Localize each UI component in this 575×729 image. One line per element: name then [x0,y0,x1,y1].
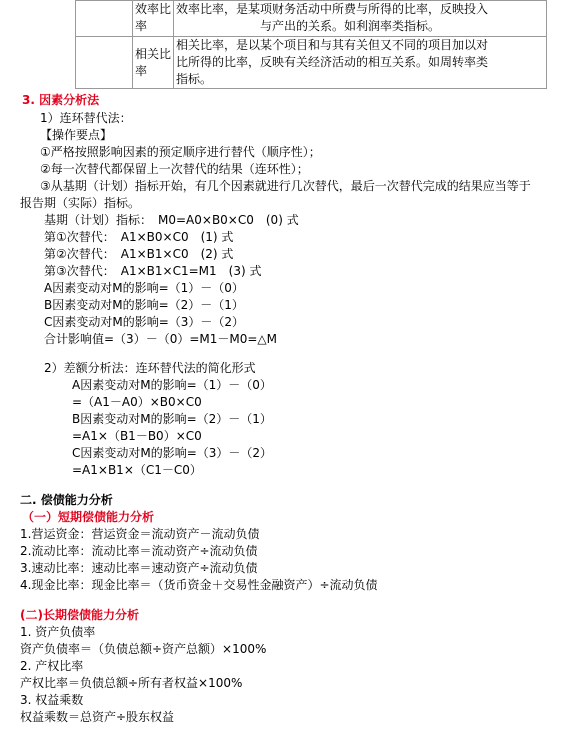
desc-line: 指标。 [176,72,213,86]
desc-line: 与产出的关系。如利润率类指标。 [260,19,441,33]
desc-line: 相关比率，是以某个项目和与其有关但又不同的项目加以对 [176,38,489,52]
text-line: ③从基期（计划）指标开始，有几个因素就进行几次替代，最后一次替代完成的结果应当等于 [40,179,531,193]
table-row [76,1,547,37]
text-line: 二. 偿债能力分析 [20,493,113,507]
text-line: 权益乘数＝总资产÷股东权益 [20,710,175,724]
text-line: 【操作要点】 [40,128,113,142]
text-line: A因素变动对M的影响=（1）－（0） [44,281,244,295]
ratio-table [75,0,547,89]
text-line: 2. 产权比率 [20,659,84,673]
desc-line: 比所得的比率，反映有关经济活动的相互关系。如周转率类 [176,55,489,69]
text-line: 报告期（实际）指标。 [20,196,141,210]
text-line: =A1×B1×（C1－C0） [72,463,202,477]
text-line: 1）连环替代法： [40,111,132,125]
text-line: ②每一次替代都保留上一次替代的结果（连环性）； [40,162,309,176]
empty-cell [76,1,133,37]
table-row [76,37,547,89]
text-line: A因素变动对M的影响=（1）－（0） [72,378,272,392]
desc-line: 效率比率，是某项财务活动中所费与所得的比率，反映投入 [176,2,489,16]
text-line: 3. 权益乘数 [20,693,84,707]
ratio-desc-cell [174,1,547,37]
text-line: C因素变动对M的影响=（3）－（2） [44,315,245,329]
text-line: B因素变动对M的影响=（2）－（1） [44,298,244,312]
text-line: B因素变动对M的影响=（2）－（1） [72,412,272,426]
text-line: C因素变动对M的影响=（3）－（2） [72,446,273,460]
empty-cell [76,37,133,89]
text-line: 第②次替代： A1×B1×C0 (2) 式 [44,247,234,261]
text-line: 第①次替代： A1×B0×C0 (1) 式 [44,230,234,244]
text-line: 2）差额分析法：连环替代法的简化形式 [44,361,256,375]
ratio-desc-cell [174,37,547,89]
text-line: 3.速动比率：速动比率＝速动资产÷流动负债 [20,561,258,575]
text-line: 1. 资产负债率 [20,625,96,639]
text-line: 4.现金比率：现金比率＝（货币资金＋交易性金融资产）÷流动负债 [20,578,378,592]
text-line: ①严格按照影响因素的预定顺序进行替代（顺序性）； [40,145,321,159]
text-line: 3. 因素分析法 [22,93,100,107]
text-line: 1.营运资金：营运资金＝流动资产－流动负债 [20,527,260,541]
text-line: 合计影响值=（3）－（0）=M1－M0=△M [44,332,277,346]
text-line: =（A1－A0）×B0×C0 [72,395,202,409]
text-line: =A1×（B1－B0）×C0 [72,429,202,443]
text-line: 2.流动比率：流动比率＝流动资产÷流动负债 [20,544,258,558]
text-line: 第③次替代： A1×B1×C1=M1 (3) 式 [44,264,262,278]
text-line: (二)长期偿债能力分析 [20,608,139,622]
text-line: （一）短期偿债能力分析 [22,510,155,524]
text-line: 资产负债率＝（负债总额÷资产总额）×100% [20,642,267,656]
text-line: 基期（计划）指标： M0=A0×B0×C0 (0) 式 [44,213,299,227]
ratio-name-cell: 效率比率 [133,1,174,37]
text-line: 产权比率＝负债总额÷所有者权益×100% [20,676,243,690]
ratio-name-cell: 相关比率 [133,37,174,89]
